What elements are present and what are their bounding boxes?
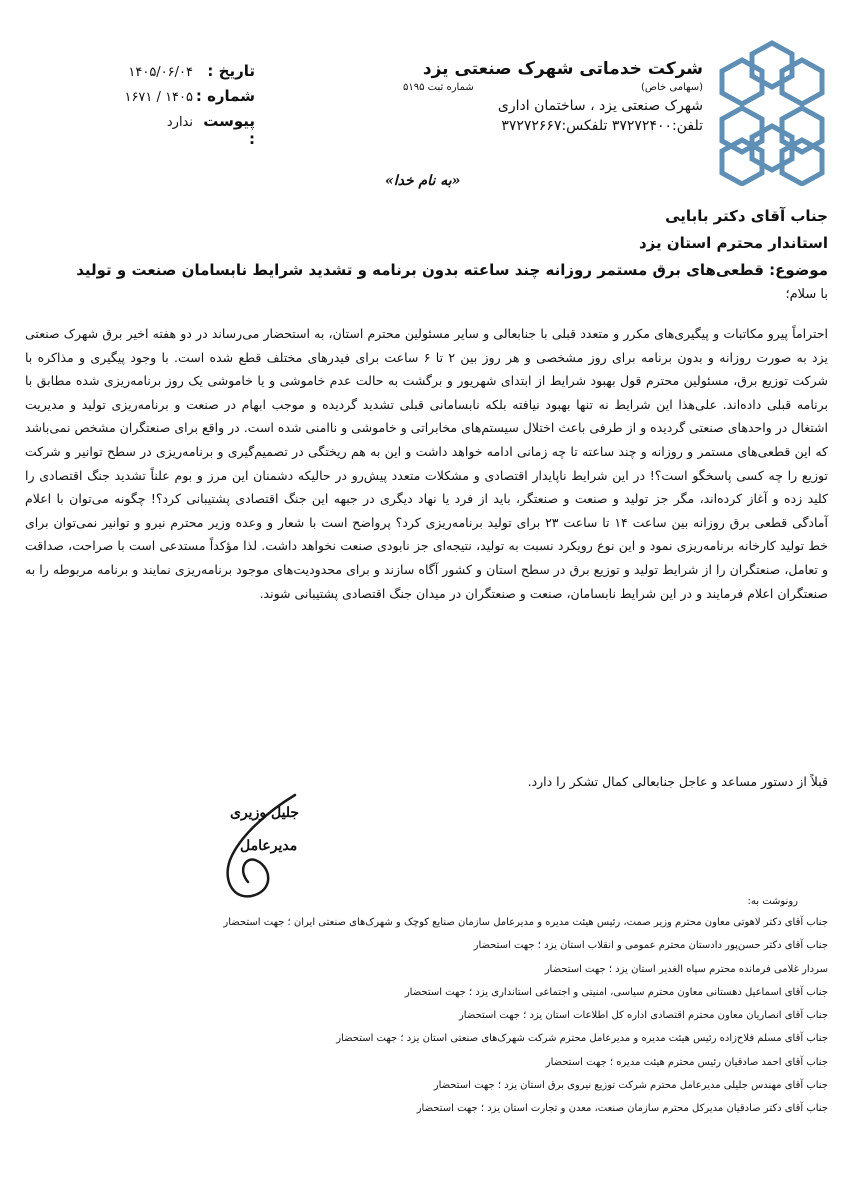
letter-meta	[95, 62, 255, 148]
company-logo-hexagons-icon	[715, 38, 830, 186]
recipient-block	[28, 203, 828, 306]
date-line	[95, 62, 255, 87]
signatory-name: جلیل وزیری	[230, 805, 300, 821]
cc-item: سردار غلامی فرمانده محترم سپاه الغدیر استان یزد ؛ جهت استحضار	[544, 963, 828, 975]
cc-item: جناب آقای مسلم فلاح‌زاده رئیس هیئت مدیره و مدیرعامل محترم شرکت شهرک‌های صنعتی استان یزد ؛ جهت استحضار	[336, 1033, 828, 1045]
date-label: تاریخ :	[207, 62, 255, 80]
cc-item: جناب آقای دکتر صادقیان مدیرکل محترم سازمان صنعت، معدن و تجارت استان یزد ؛ جهت استحضار	[416, 1103, 828, 1115]
company-info-row	[403, 80, 703, 96]
cc-list	[28, 893, 828, 1121]
cc-item: جناب آقای انصاریان معاون محترم اقتصادی اداره کل اطلاعات استان یزد ؛ جهت استحضار	[458, 1010, 828, 1022]
recipient-name: جناب آقای دکتر بابایی	[665, 207, 828, 225]
attachment-value: ندارد	[166, 115, 193, 130]
recipient-title: استاندار محترم استان یزد	[638, 234, 828, 252]
closing-line: قبلاً از دستور مساعد و عاجل جنابعالی کمال تشکر را دارد.	[527, 774, 828, 789]
signatory-title: مدیرعامل	[240, 838, 298, 854]
number-line	[95, 87, 255, 112]
company-type: (سهامی خاص)	[640, 82, 703, 93]
cc-item: جناب آقای اسماعیل دهستانی معاون محترم سیاسی، امنیتی و اجتماعی استانداری یزد ؛ جهت استحضار	[404, 986, 828, 998]
company-name: شرکت خدماتی شهرک صنعتی یزد	[422, 59, 703, 79]
greeting: با سلام؛	[785, 287, 828, 302]
date-value: ۱۴۰۵/۰۶/۰۴	[128, 65, 193, 80]
registration-number: شماره ثبت ۵۱۹۵	[403, 82, 474, 93]
company-phone: تلفن:۳۷۲۷۲۴۰۰ تلفکس:۳۷۲۷۲۶۶۷	[501, 118, 703, 134]
company-address: شهرک صنعتی یزد ، ساختمان اداری	[497, 98, 703, 114]
attachment-line	[95, 112, 255, 148]
letter-subject: موضوع: قطعی‌های برق مستمر روزانه چند ساعته بدون برنامه و تشدید شرایط نابسامان صنعت و تولید	[76, 261, 828, 279]
cc-item: جناب آقای مهندس جلیلی مدیرعامل محترم شرکت توزیع نیروی برق استان یزد ؛ جهت استحضار	[433, 1080, 828, 1092]
number-label: شماره :	[195, 87, 255, 105]
cc-item: جناب آقای دکتر لاهوتی معاون محترم وزیر صمت، رئیس هیئت مدیره و مدیرعامل سازمان صنایع کوچک و شهرک‌های صنعتی ایران ؛ جهت استحضار	[223, 917, 828, 928]
cc-item: جناب آقای احمد صادقیان رئیس محترم هیئت مدیره ؛ جهت استحضار	[545, 1056, 828, 1068]
body-paragraph: احتراماً پیرو مکاتبات و پیگیری‌های مکرر و متعدد قبلی با جنابعالی و سایر مسئولین محترم استان، به استحضار می‌رساند در دو هفته اخیر برق شهرک صنعتی یزد به صورت روزانه و بدون برنامه برای روز مشخصی و هر روز بین ۲ تا ۶ ساعت برای فیدرهای مختلف قطع شده است. با وجود پیگیری و مذاکره با شرکت توزیع برق، مسئولین محترم قول بهبود شرایط از ابتدای شهریور و برگشت به حالت عدم خاموشی و یا خاموشی یک روز برنامه‌ریزی شده مطابق با برنامه قبلی داده‌اند. علی‌هذا این شرایط نه تنها بهبود نیافته بلکه نابسامانی قبلی تشدید گردیده و موجب ابهام در صنعت و برنامه‌ریزی تولید و مدیریت اشتغال در واحدهای صنعتی گردیده و از طرفی باعث اختلال سیستم‌های مخابراتی و خاموشی و ناامنی شده است. در واقع برای صنعتگران مشخص نمی‌باشد که این قطعی‌های مستمر و روزانه و چند ساعته تا چه زمانی ادامه خواهد داشت و این به هم ریختگی در تصمیم‌گیری و برنامه‌ریزی در سطح توانیر و شرکت توزیع را چه کسی پاسخگو است؟! در این شرایط ناپایدار اقتصادی و مشکلات متعدد پیش‌رو در حالیکه دشمنان این مرز و بوم علناً تشدید جنگ اقتصادی را کلید زده و آغاز کرده‌اند، مگر جز تولید و صنعت و صنعتگر، باید از فرد یا نهاد دیگری در جبهه این جنگ اقتصادی پشتیبانی کرد؟! چگونه می‌توان با اعلام آمادگی قطعی برق روزانه بین ساعت ۱۴ تا ساعت ۲۳ برای تولید برنامه‌ریزی کرد؟ پرواضح است با شعار و وعده وزیر محترم نیرو و توانیر نمی‌توان برای خط تولید کارخانه برنامه‌ریزی نمود و این نوع رویکرد نسبت به تولید، نتیجه‌ای جز نابودی صنعت نخواهد داشت. لذا مؤکداً مستدعی است با صراحت، صداقت و تعامل، صنعتگران را از شرایط تولید و توزیع برق در سطح استان و کشور آگاه سازند و برای محدودیت‌های موجود برنامه‌ریزی نمایند و برنامه مربوطه را به صنعتگران اعلام فرمایند و در این شرایط نابسامان، صنعت و صنعتگران در میدان جنگ اقتصادی پشتیبانی شوند.	[25, 326, 829, 601]
basmala: «به نام خدا»	[385, 173, 461, 189]
number-value: ۱۴۰۵ / ۱۶۷۱	[124, 90, 193, 105]
cc-title: رونوشت به:	[747, 896, 798, 907]
company-header	[403, 58, 703, 136]
cc-item: جناب آقای دکتر حسن‌پور دادستان محترم عمومی و انقلاب استان یزد ؛ جهت استحضار	[473, 940, 828, 952]
attachment-label: پیوست :	[203, 112, 255, 148]
letter-body	[25, 322, 828, 605]
